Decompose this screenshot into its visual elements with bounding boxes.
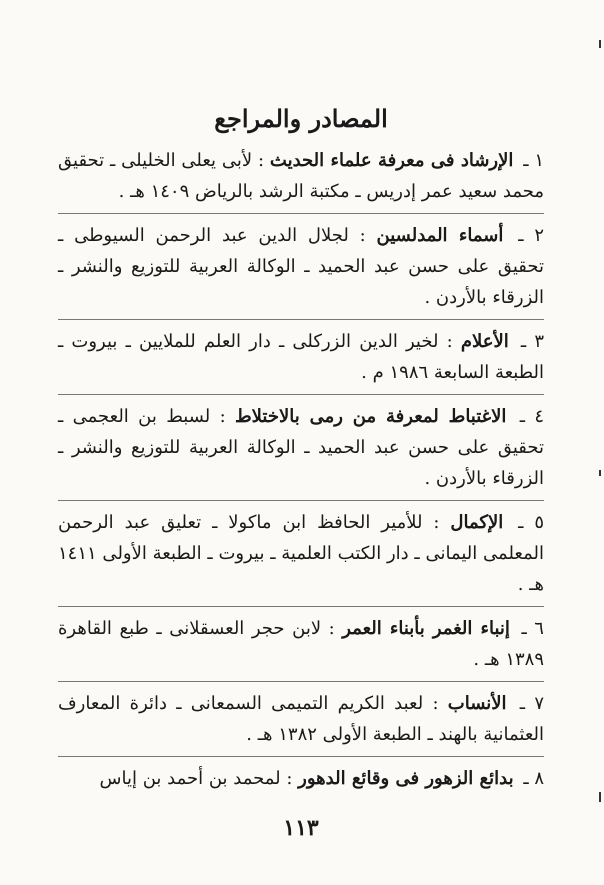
scan-edge-mark <box>599 40 601 48</box>
bibliography-entry <box>58 401 544 501</box>
entry-title: أسماء المدلسين <box>376 225 504 246</box>
page-title: المصادر والمراجع <box>214 104 388 133</box>
entry-number: ١ ـ <box>523 150 544 171</box>
bibliography-entry <box>58 688 544 757</box>
entry-number: ٨ ـ <box>523 768 544 789</box>
entry-details: : للأمير الحافظ ابن ماكولا ـ تعليق عبد الرحمن المعلمى اليمانى ـ دار الكتب العلمية ـ بيروت ـ الطبعة الأولى ١٤١١ هـ . <box>58 512 544 595</box>
entry-number: ٧ ـ <box>519 693 544 714</box>
book-page <box>58 0 544 885</box>
bibliography-entry <box>58 507 544 607</box>
scan-edge-mark <box>599 470 601 476</box>
entry-title: الأعلام <box>460 331 509 352</box>
page-number: ١١٣ <box>283 815 319 841</box>
bibliography-entry <box>58 326 544 395</box>
bibliography-entry <box>58 613 544 682</box>
bibliography-list <box>58 145 544 807</box>
entry-title: الإكمال <box>450 512 504 533</box>
entry-title: الاغتباط لمعرفة من رمى بالاختلاط <box>235 406 507 427</box>
entry-title: الأنساب <box>447 693 507 714</box>
bibliography-entry <box>58 145 544 214</box>
entry-title: الإرشاد فى معرفة علماء الحديث <box>269 150 514 171</box>
entry-number: ٣ ـ <box>520 331 544 352</box>
entry-number: ٥ ـ <box>518 512 544 533</box>
entry-details: : لسبط بن العجمى ـ تحقيق على حسن عبد الحميد ـ الوكالة العربية للتوزيع والنشر ـ الزرقاء بالأردن . <box>58 406 544 489</box>
entry-details: : لابن حجر العسقلانى ـ طبع القاهرة ١٣٨٩ هـ . <box>58 618 544 670</box>
entry-number: ٢ ـ <box>518 225 544 246</box>
entry-number: ٤ ـ <box>519 406 544 427</box>
entry-details: : لعبد الكريم التميمى السمعانى ـ دائرة المعارف العثمانية بالهند ـ الطبعة الأولى ١٣٨٢ هـ . <box>58 693 544 745</box>
entry-title: إنباء الغمر بأبناء العمر <box>342 618 510 639</box>
bibliography-entry <box>58 763 544 801</box>
bibliography-entry <box>58 220 544 320</box>
entry-details: : لخير الدين الزركلى ـ دار العلم للملايين ـ بيروت ـ الطبعة السابعة ١٩٨٦ م . <box>58 331 544 383</box>
entry-title: بدائع الزهور فى وقائع الدهور <box>298 768 514 789</box>
scan-edge-mark <box>599 792 601 802</box>
entry-details: : لأبى يعلى الخليلى ـ تحقيق محمد سعيد عمر إدريس ـ مكتبة الرشد بالرياض ١٤٠٩ هـ . <box>58 150 544 202</box>
entry-number: ٦ ـ <box>521 618 544 639</box>
entry-details: : لجلال الدين عبد الرحمن السيوطى ـ تحقيق على حسن عبد الحميد ـ الوكالة العربية للتوزيع والنشر ـ الزرقاء بالأردن . <box>58 225 544 308</box>
entry-details: : لمحمد بن أحمد بن إياس <box>99 768 293 789</box>
